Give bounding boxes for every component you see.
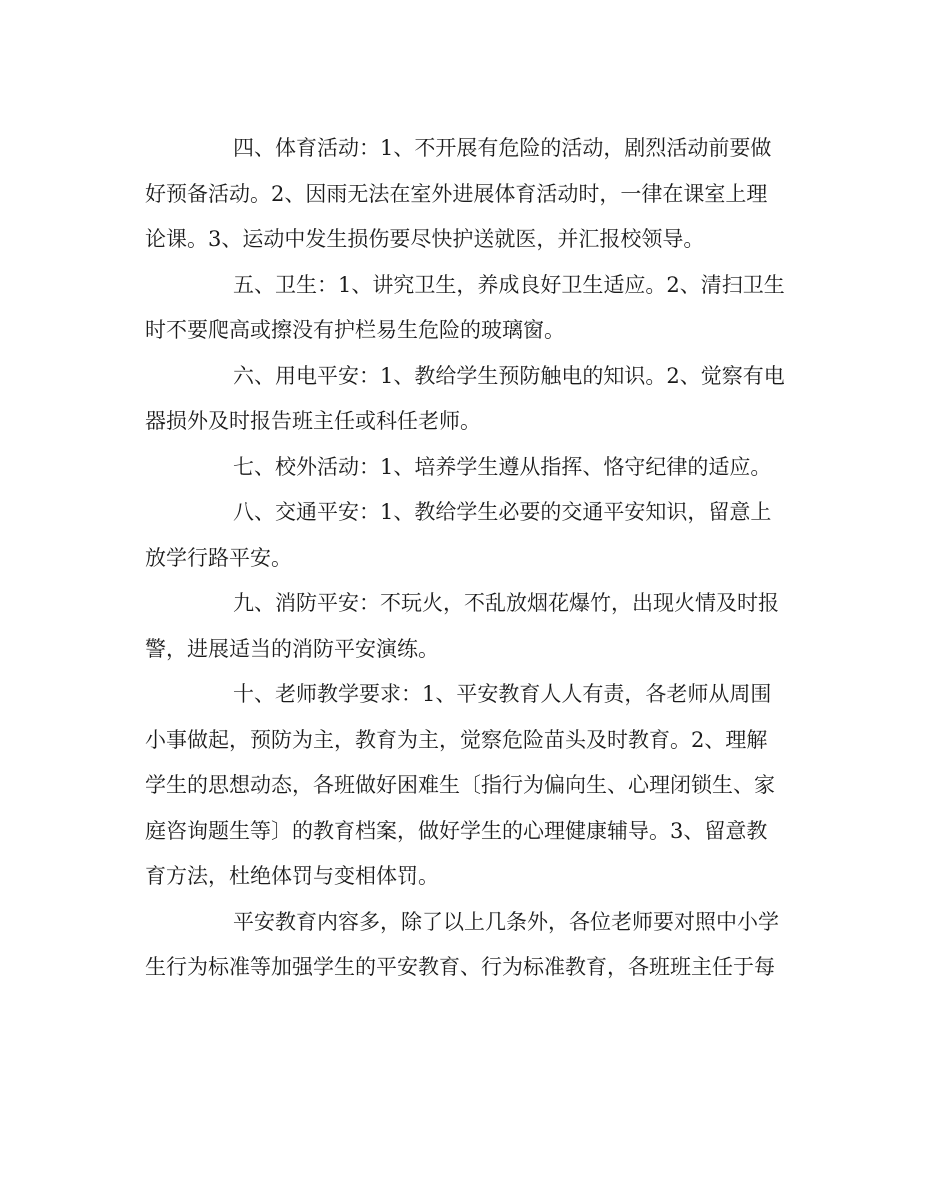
text-line: 小事做起，预防为主，教育为主，觉察危险苗头及时教育。2、理解 [145, 727, 768, 752]
text-line: 好预备活动。2、因雨无法在室外进展体育活动时，一律在课室上理 [145, 181, 768, 206]
text-line: 五、卫生：1、讲究卫生，养成良好卫生适应。2、清扫卫生 [233, 272, 785, 297]
text-line: 器损外及时报告班主任或科任老师。 [145, 409, 481, 433]
document-body [145, 126, 805, 991]
text-line: 论课。3、运动中发生损伤要尽快护送就医，并汇报校领导。 [145, 227, 705, 251]
paragraph-summary [145, 900, 805, 991]
text-line: 育方法，杜绝体罚与变相体罚。 [145, 864, 439, 888]
text-line: 平安教育内容多，除了以上几条外，各位老师要对照中小学 [233, 909, 779, 934]
text-line: 八、交通平安：1、教给学生必要的交通平安知识，留意上 [233, 500, 772, 524]
text-line: 警，进展适当的消防平安演练。 [145, 636, 439, 661]
text-line: 庭咨询题生等〕的教育档案，做好学生的心理健康辅导。3、留意教 [145, 818, 768, 843]
text-line: 学生的思想动态，各班做好困难生〔指行为偏向生、心理闭锁生、家 [145, 773, 775, 797]
text-line: 七、校外活动：1、培养学生遵从指挥、恪守纪律的适应。 [233, 454, 772, 479]
text-line: 放学行路平安。 [145, 545, 292, 570]
paragraph-outdoor-activities [145, 445, 805, 491]
text-line: 四、体育活动：1、不开展有危险的活动，剧烈活动前要做 [233, 136, 772, 160]
paragraph-fire-safety [145, 581, 805, 672]
paragraph-sports [145, 126, 805, 263]
text-line: 六、用电平安：1、教给学生预防触电的知识。2、觉察有电 [233, 363, 785, 388]
paragraph-electrical-safety [145, 354, 805, 445]
text-line: 时不要爬高或擦没有护栏易生危险的玻璃窗。 [145, 318, 565, 342]
text-line: 九、消防平安：不玩火，不乱放烟花爆竹，出现火情及时报 [233, 591, 779, 615]
text-line: 十、老师教学要求：1、平安教育人人有责，各老师从周围 [233, 682, 772, 706]
paragraph-traffic-safety [145, 490, 805, 581]
paragraph-teacher-requirements [145, 672, 805, 900]
text-line: 生行为标准等加强学生的平安教育、行为标准教育，各班班主任于每 [145, 955, 775, 979]
paragraph-hygiene [145, 263, 805, 354]
